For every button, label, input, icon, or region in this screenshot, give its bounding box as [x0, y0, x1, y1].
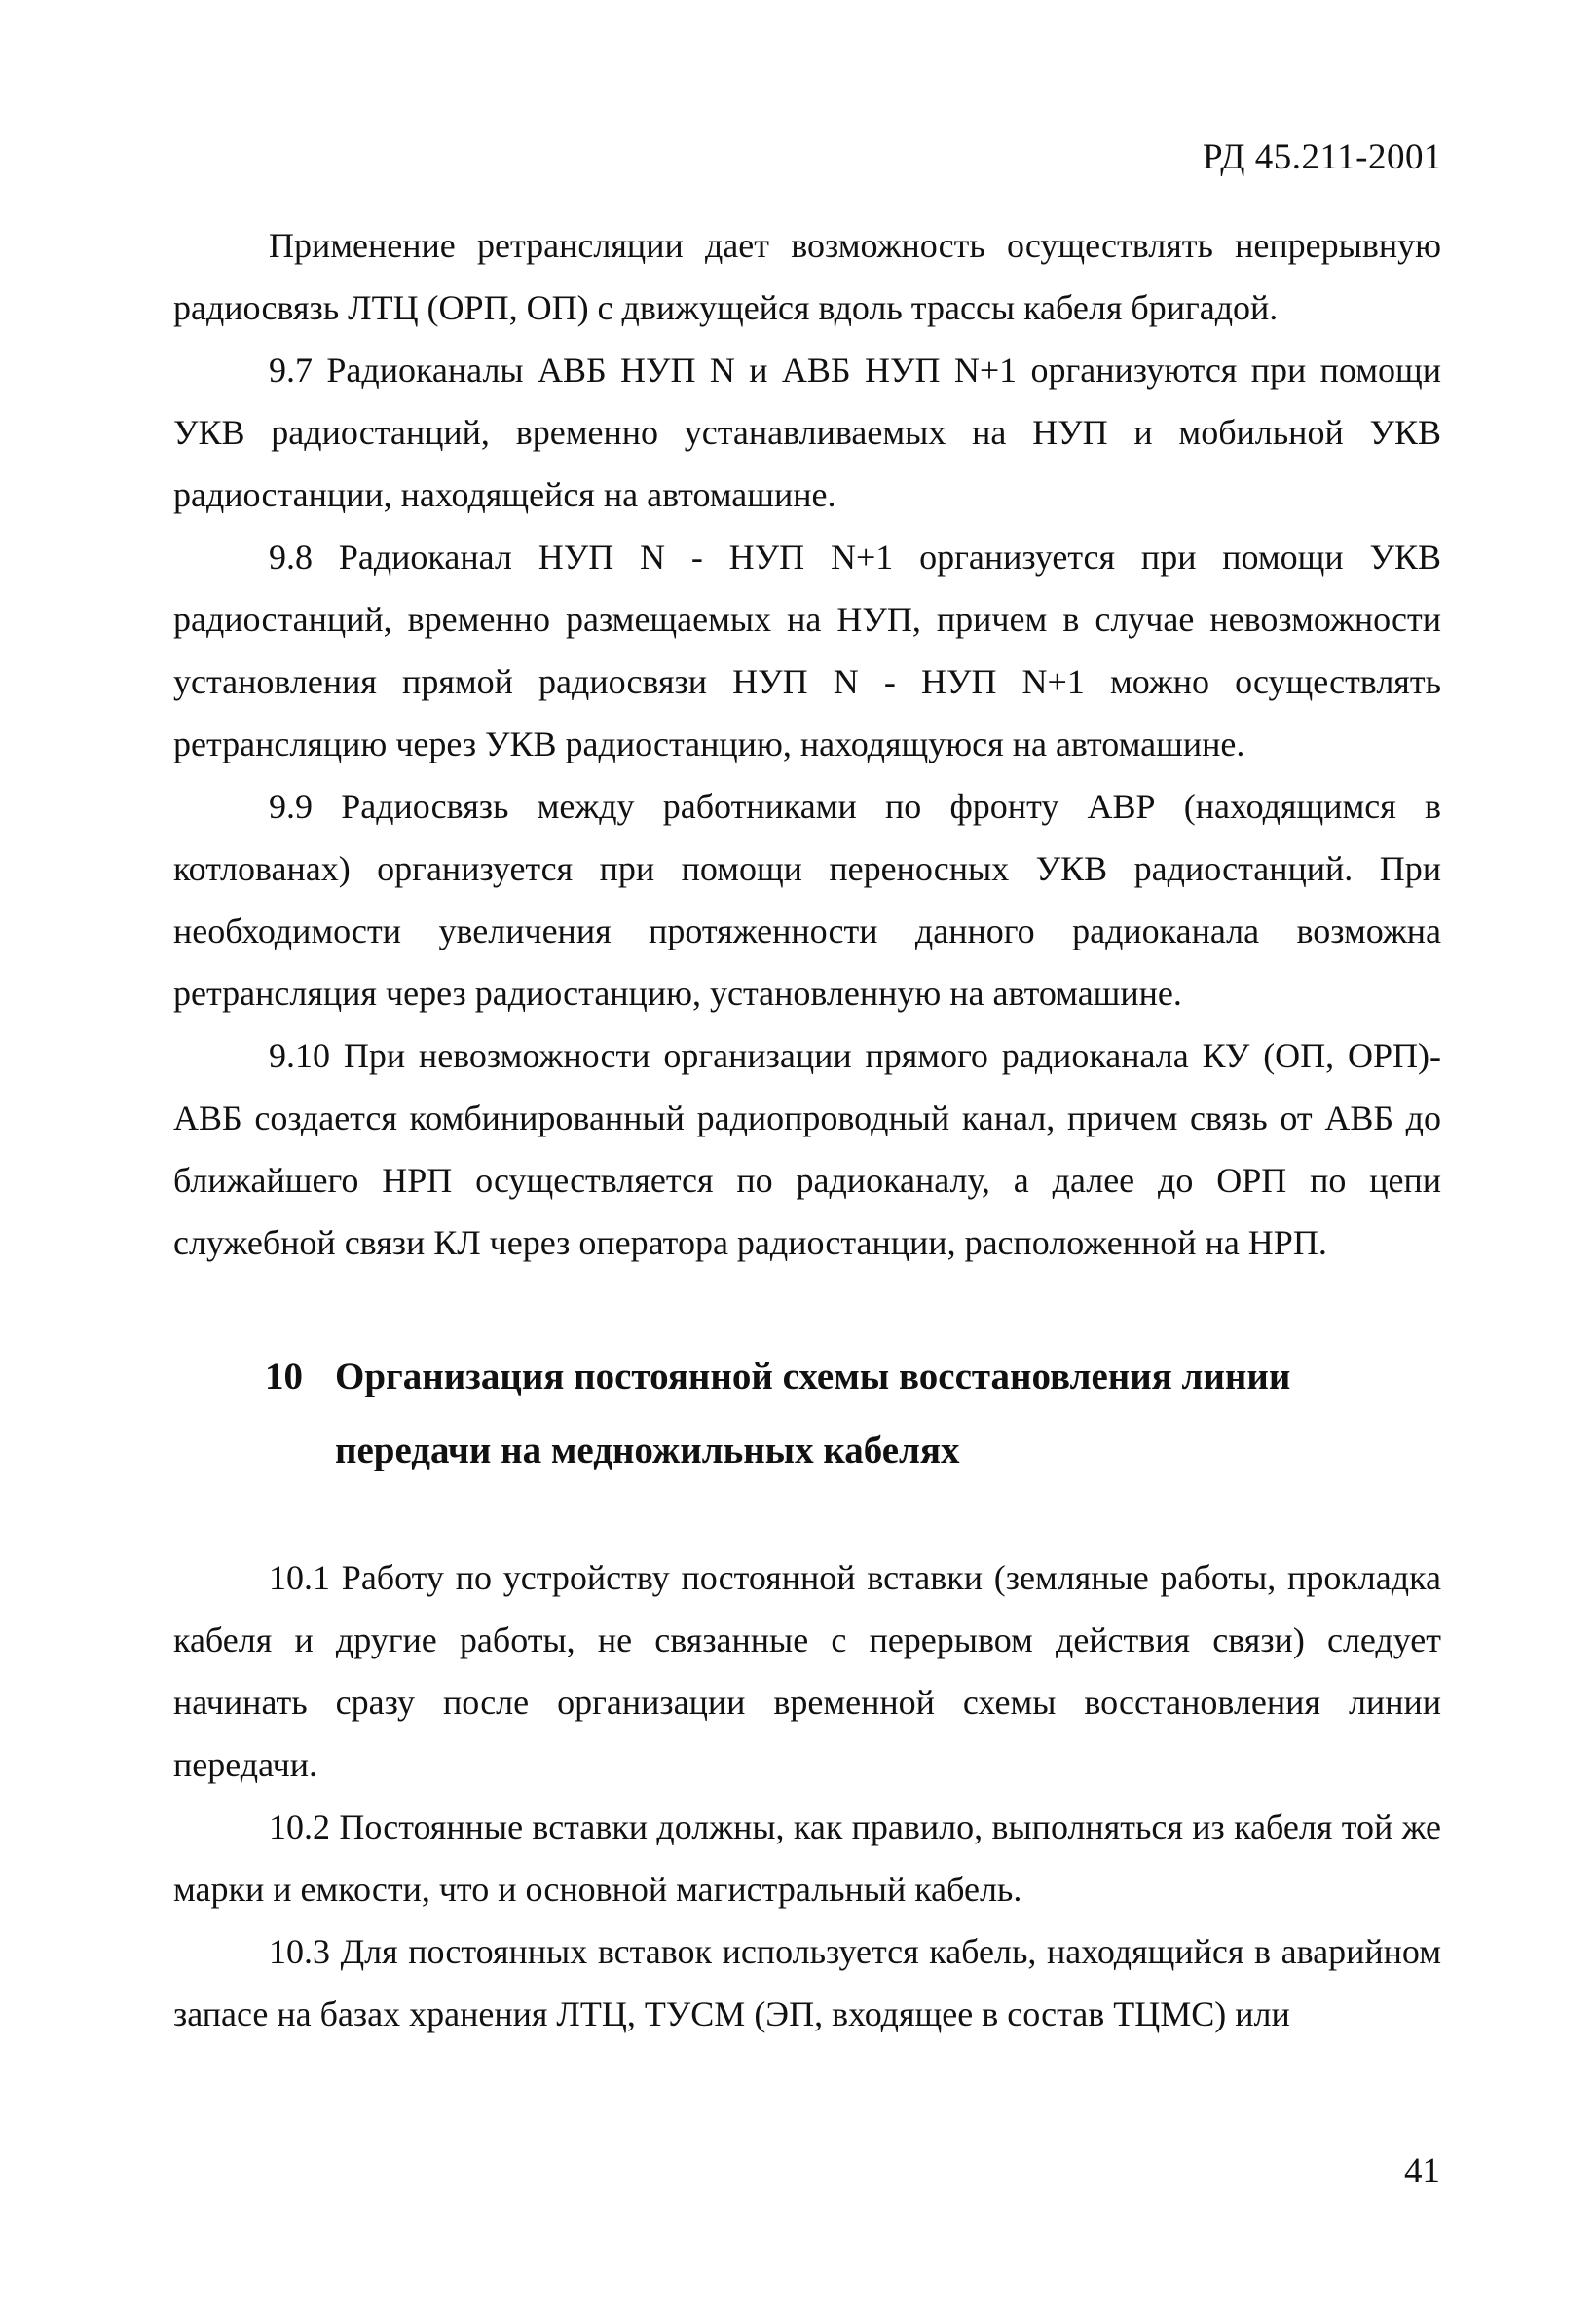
page-body [173, 214, 1441, 2045]
paragraph-9-7: 9.7 Радиоканалы АВБ НУП N и АВБ НУП N+1 организуются при помощи УКВ радиостанций, временно устанавливаемых на НУП и мобильной УКВ радиостанции, находящейся на автомашине. [173, 351, 1441, 514]
paragraph-9-6-cont: Применение ретрансляции дает возможность осуществлять непрерывную радиосвязь ЛТЦ (ОРП, ОП) с движущейся вдоль трассы кабеля бригадой. [173, 226, 1441, 327]
paragraph-9-8: 9.8 Радиоканал НУП N - НУП N+1 организуется при помощи УКВ радиостанций, временно размещаемых на НУП, причем в случае невозможности установления прямой радиосвязи НУП N - НУП N+1 можно осуществлять ретрансляцию через УКВ радиостанцию, находящуюся на автомашине. [173, 538, 1441, 763]
paragraph-10-2: 10.2 Постоянные вставки должны, как правило, выполняться из кабеля той же марки и емкости, что и основной магистральный кабель. [173, 1807, 1441, 1909]
paragraph-9-9: 9.9 Радиосвязь между работниками по фронту АВР (находящимся в котлованах) организуется при помощи переносных УКВ радиостанций. При необходимости увеличения протяженности данного радиоканала возможна ретрансляция через радиостанцию, установленную на автомашине. [173, 787, 1441, 1013]
section-heading-10 [173, 1340, 1441, 1488]
page-number: 41 [1404, 2151, 1440, 2191]
document-code: РД 45.211-2001 [1203, 137, 1442, 177]
section-title-line2: передачи на медножильных кабелях [335, 1430, 960, 1471]
paragraph-10-3: 10.3 Для постоянных вставок используется кабель, находящийся в аварийном запасе на базах хранения ЛТЦ, ТУСМ (ЭП, входящее в состав ТЦМС) или [173, 1932, 1441, 2033]
paragraph-10-1: 10.1 Работу по устройству постоянной вставки (земляные работы, прокладка кабеля и другие работы, не связанные с перерывом действия связи) следует начинать сразу после организации временной схемы восстановления линии передачи. [173, 1558, 1441, 1784]
paragraph-9-10: 9.10 При невозможности организации прямого радиоканала КУ (ОП, ОРП)-АВБ создается комбинированный радиопроводный канал, причем связь от АВБ до ближайшего НРП осуществляется по радиоканалу, а далее до ОРП по цепи служебной связи КЛ через оператора радиостанции, расположенной на НРП. [173, 1036, 1441, 1262]
section-title-line1: Организация постоянной схемы восстановления линии [335, 1356, 1291, 1397]
section-number: 10 [265, 1356, 303, 1397]
